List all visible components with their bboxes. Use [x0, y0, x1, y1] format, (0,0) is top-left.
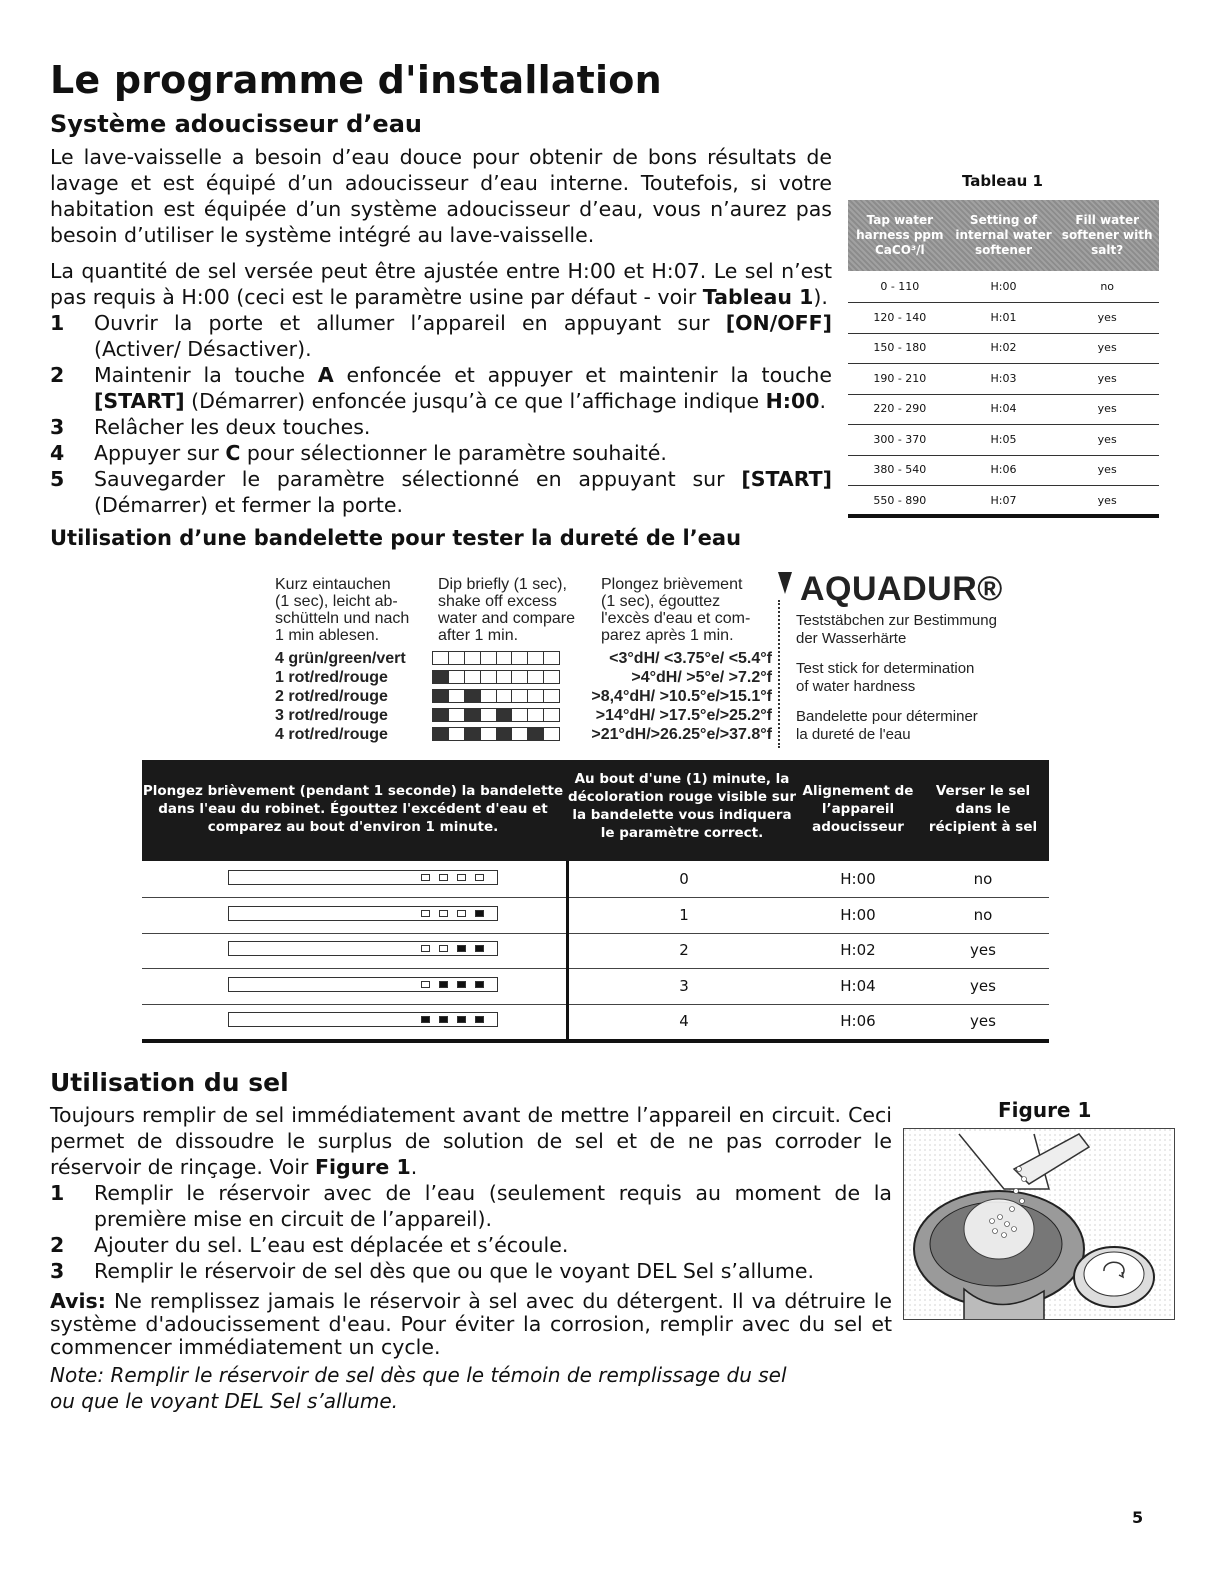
- tableau1-row: [848, 425, 1159, 456]
- strip-table-row: [142, 862, 1049, 898]
- step-text: .: [819, 389, 827, 413]
- strip-setting-cell: H:06: [840, 1012, 876, 1030]
- step-text: Maintenir la touche: [94, 363, 318, 387]
- aquadur-col-en: [438, 576, 575, 644]
- step-1: [50, 310, 832, 362]
- aquadur-strip-swatch: [432, 727, 560, 741]
- salt-cell: yes: [1097, 371, 1117, 385]
- avis-text: Ne remplissez jamais le réservoir à sel avec du détergent. Il va détruire le système d'adoucissement d'eau. Pour éviter la corrosion, remplir avec du sel et commencer immédiatement un cycle.: [50, 1289, 892, 1359]
- strip-table-row: [142, 933, 1049, 969]
- avis-paragraph: [50, 1290, 892, 1359]
- aquadur-text: parez après 1 min.: [601, 627, 734, 644]
- hardness-cell: 120 - 140: [873, 310, 927, 324]
- setting-cell: H:03: [990, 371, 1017, 385]
- strip-pad: [475, 910, 484, 917]
- step-number: 3: [50, 1259, 65, 1283]
- strip-setting-cell: H:00: [840, 905, 876, 924]
- strip-salt-cell: no: [973, 870, 993, 888]
- step-text: (Activer/ Désactiver).: [94, 337, 312, 361]
- strip-pad: [421, 874, 430, 881]
- strip-pad: [439, 1016, 448, 1023]
- hardness-cell: 550 - 890: [873, 493, 927, 507]
- salt-step-3: [50, 1258, 892, 1284]
- salt-cell: yes: [1097, 310, 1117, 324]
- strip-pad: [439, 945, 448, 952]
- salt-text-end: .: [410, 1155, 418, 1179]
- test-strip-swatch: [228, 977, 498, 992]
- strip-value-cell: 3: [679, 976, 689, 995]
- aquadur-color-label: 4 rot/red/rouge: [275, 726, 388, 743]
- step-number: 2: [50, 1233, 65, 1257]
- step-key: C: [225, 441, 241, 465]
- aquadur-hardness-value: >21°dH/>26.25°e/>37.8°f: [591, 726, 772, 743]
- strip-salt-cell: no: [973, 905, 993, 924]
- setting-cell: H:07: [990, 493, 1017, 507]
- test-strip-swatch: [228, 870, 498, 885]
- tableau1-row: [848, 272, 1159, 303]
- hardness-cell: 380 - 540: [873, 463, 927, 476]
- tableau1-header-hardness: Tap water harness ppm CaCO³/l: [856, 213, 944, 257]
- step-text: Remplir le réservoir de sel dès que ou que le voyant DEL Sel s’allume.: [94, 1259, 814, 1283]
- aquadur-text: Kurz eintauchen: [275, 576, 391, 593]
- aquadur-text: l'excès d'eau et com-: [601, 610, 751, 627]
- step-4: [50, 440, 832, 466]
- figure-ref: Figure 1: [315, 1155, 411, 1179]
- salt-setting-end: ).: [813, 285, 828, 309]
- section-heading-salt: Utilisation du sel: [50, 1068, 289, 1097]
- strip-pad: [421, 945, 430, 952]
- hardness-cell: 300 - 370: [873, 432, 927, 446]
- strip-header-instructions: Plongez brièvement (pendant 1 seconde) la bandelette dans l'eau du robinet. Égouttez l'excédent d'eau et comparez au bout d'environ 1 minute.: [142, 783, 564, 835]
- step-3: [50, 414, 832, 440]
- step-text: Ouvrir la porte et allumer l’appareil en appuyant sur: [94, 311, 726, 335]
- tableau1-header: [848, 200, 1159, 271]
- salt-funnel-illustration: [904, 1129, 1175, 1320]
- aquadur-color-label: 1 rot/red/rouge: [275, 669, 388, 686]
- aquadur-hardness-value: <3°dH/ <3.75°e/ <5.4°f: [609, 650, 772, 667]
- section-heading-test-strip: Utilisation d’une bandelette pour tester la dureté de l’eau: [50, 526, 742, 550]
- step-number: 3: [50, 415, 65, 439]
- aquadur-color-label: 2 rot/red/rouge: [275, 688, 388, 705]
- page-number: 5: [1132, 1508, 1144, 1527]
- aquadur-color-label: 3 rot/red/rouge: [275, 707, 388, 724]
- salt-setting-paragraph: [50, 258, 832, 310]
- note-text: Note: Remplir le réservoir de sel dès que le témoin de remplissage du sel ou que le voyant DEL Sel s’allume.: [50, 1363, 787, 1413]
- step-text: Remplir le réservoir avec de l’eau (seulement requis au moment de la première mise en circuit de l’appareil).: [94, 1181, 892, 1231]
- strip-table-divider: [566, 861, 569, 1041]
- aquadur-text: (1 sec), égouttez: [601, 593, 721, 610]
- aquadur-text: after 1 min.: [438, 627, 519, 644]
- aquadur-hardness-value: >4°dH/ >5°e/ >7.2°f: [631, 669, 772, 686]
- strip-value-cell: 1: [679, 905, 689, 924]
- aquadur-desc-line: Bandelette pour déterminer: [796, 708, 978, 725]
- salt-text: Toujours remplir de sel immédiatement avant de mettre l’appareil en circuit. Ceci permet de dissoudre le surplus de solution de sel et de ne pas corroder le réservoir de rinçage. Voir: [50, 1103, 892, 1179]
- strip-pad: [457, 910, 466, 917]
- salt-cell: yes: [1097, 493, 1117, 507]
- aquadur-hardness-value: >8,4°dH/ >10.5°e/>15.1°f: [591, 688, 772, 705]
- salt-cell: yes: [1097, 463, 1117, 476]
- aquadur-logo: AQUADUR®: [800, 570, 1003, 608]
- aquadur-hardness-value: >14°dH/ >17.5°e/>25.2°f: [595, 707, 772, 724]
- tableau1-row: [848, 455, 1159, 486]
- page-title: Le programme d'installation: [50, 58, 662, 102]
- step-text: (Démarrer) et fermer la porte.: [94, 493, 404, 517]
- figure-salt-funnel: [903, 1128, 1175, 1320]
- tableau1-header-setting: Setting of internal water softener: [955, 213, 1052, 257]
- aquadur-color-label: 4 grün/green/vert: [275, 650, 406, 667]
- strip-pad: [457, 874, 466, 881]
- strip-pad: [439, 981, 448, 988]
- step-key: [START]: [94, 389, 185, 413]
- strip-table-row: [142, 898, 1049, 934]
- test-strip-swatch: [228, 906, 498, 921]
- aquadur-strip-swatch: [432, 708, 560, 722]
- strip-pad: [439, 910, 448, 917]
- step-text: enfoncée et appuyer et maintenir la touche: [333, 363, 832, 387]
- aquadur-col-fr: [601, 576, 750, 644]
- step-text: (Démarrer) enfoncée jusqu’à ce que l’affichage indique: [184, 389, 766, 413]
- salt-cell: yes: [1097, 402, 1117, 415]
- strip-pad: [421, 981, 430, 988]
- salt-cell: yes: [1097, 341, 1117, 354]
- tableau-ref: Tableau 1: [702, 285, 814, 309]
- strip-setting-cell: H:02: [840, 941, 876, 959]
- aquadur-text: 1 min ablesen.: [275, 627, 380, 644]
- salt-cell: yes: [1097, 432, 1117, 446]
- step-key: A: [317, 363, 334, 387]
- salt-step-2: [50, 1232, 892, 1258]
- strip-setting-cell: H:00: [840, 870, 876, 888]
- step-text: Ajouter du sel. L’eau est déplacée et s’écoule.: [94, 1233, 569, 1257]
- aquadur-text: Plongez brièvement: [601, 576, 743, 593]
- test-strip-swatch: [228, 941, 498, 956]
- step-key: [START]: [741, 467, 832, 491]
- salt-paragraph: [50, 1102, 892, 1180]
- aquadur-text: Dip briefly (1 sec),: [438, 576, 567, 593]
- strip-pad: [457, 981, 466, 988]
- step-text: Sauvegarder le paramètre sélectionné en appuyant sur: [94, 467, 742, 491]
- strip-salt-cell: yes: [970, 976, 996, 995]
- aquadur-text: (1 sec), leicht ab-: [275, 593, 398, 610]
- strip-salt-cell: yes: [970, 1012, 996, 1030]
- aquadur-strip-swatch: [432, 689, 560, 703]
- tableau1-bottom-rule: [848, 514, 1159, 518]
- step-number: 1: [50, 311, 65, 335]
- hardness-cell: 0 - 110: [880, 280, 920, 293]
- salt-cell: no: [1100, 280, 1115, 293]
- setting-cell: H:04: [990, 402, 1017, 415]
- step-text: Relâcher les deux touches.: [94, 415, 371, 439]
- aquadur-text: water and compare: [438, 610, 575, 627]
- test-strip-swatch: [228, 1012, 498, 1027]
- tableau1-row: [848, 333, 1159, 364]
- step-number: 5: [50, 467, 65, 491]
- setting-cell: H:01: [990, 310, 1017, 324]
- strip-pad: [475, 945, 484, 952]
- tableau1-header-salt: Fill water softener with salt?: [1061, 213, 1153, 257]
- aquadur-desc-line: of water hardness: [796, 678, 916, 695]
- salt-step-1: [50, 1180, 892, 1232]
- figure-caption: Figure 1: [998, 1098, 1092, 1122]
- intro-paragraph: Le lave-vaisselle a besoin d’eau douce pour obtenir de bons résultats de lavage et est équipé d’un adoucisseur d’eau interne. Toutefois, si votre habitation est équipée d’un système adoucisseur d’eau, vous n’aurez pas besoin d’utiliser le système intégré au lave-vaisselle.: [50, 145, 832, 247]
- hardness-cell: 150 - 180: [873, 341, 927, 354]
- strip-header-result: Au bout d'une (1) minute, la décoloration rouge visible sur la bandelette vous indiquera le paramètre correct.: [567, 771, 797, 841]
- strip-pad: [457, 1016, 466, 1023]
- tableau1-row: [848, 394, 1159, 425]
- setting-cell: H:05: [990, 432, 1017, 446]
- step-number: 4: [50, 441, 65, 465]
- strip-pad: [457, 945, 466, 952]
- strip-pad: [421, 1016, 430, 1023]
- hardness-cell: 220 - 290: [873, 402, 927, 415]
- aquadur-divider: [778, 600, 782, 748]
- step-key: [ON/OFF]: [725, 311, 832, 335]
- step-key: H:00: [765, 389, 820, 413]
- strip-setting-cell: H:04: [840, 976, 876, 995]
- strip-header-setting: Alignement de l’appareil adoucisseur: [802, 783, 914, 835]
- strip-pad: [475, 981, 484, 988]
- aquadur-desc-line: Teststäbchen zur Bestimmung: [796, 612, 997, 629]
- hardness-cell: 190 - 210: [873, 371, 927, 385]
- strip-pad: [475, 874, 484, 881]
- strip-table-row: [142, 969, 1049, 1005]
- tableau1-row: [848, 486, 1159, 517]
- aquadur-drop-icon: [778, 572, 792, 594]
- step-text: pour sélectionner le paramètre souhaité.: [240, 441, 667, 465]
- step-number: 1: [50, 1181, 65, 1205]
- step-2: [50, 362, 832, 414]
- strip-pad: [439, 874, 448, 881]
- strip-value-cell: 0: [679, 870, 689, 888]
- aquadur-text: schütteln und nach: [275, 610, 410, 627]
- strip-value-cell: 2: [679, 941, 689, 959]
- aquadur-col-de: [275, 576, 409, 644]
- strip-pad: [421, 910, 430, 917]
- step-5: [50, 466, 832, 518]
- step-text: Appuyer sur: [94, 441, 226, 465]
- tableau1-row: [848, 303, 1159, 334]
- salt-setting-text: La quantité de sel versée peut être ajustée entre H:00 et H:07. Le sel n’est pas requis à H:00 (ceci est le paramètre usine par défaut - voir: [50, 259, 832, 309]
- section-heading-water-softener: Système adoucisseur d’eau: [50, 110, 422, 138]
- strip-salt-cell: yes: [970, 941, 996, 959]
- step-number: 2: [50, 363, 65, 387]
- setting-cell: H:02: [990, 341, 1017, 354]
- strip-pad: [475, 1016, 484, 1023]
- aquadur-strip-swatch: [432, 670, 560, 684]
- strip-header-salt: Verser le sel dans le récipient à sel: [928, 783, 1038, 835]
- strip-table-bottom-rule: [142, 1039, 1049, 1043]
- setting-cell: H:00: [990, 280, 1017, 293]
- avis-label: Avis:: [50, 1289, 106, 1313]
- aquadur-description: [796, 612, 997, 744]
- strip-value-cell: 4: [679, 1012, 689, 1030]
- tableau1-row: [848, 364, 1159, 395]
- strip-table-header: [142, 760, 1049, 861]
- aquadur-text: shake off excess: [438, 593, 557, 610]
- aquadur-desc-line: der Wasserhärte: [796, 630, 907, 647]
- setting-cell: H:06: [990, 463, 1017, 476]
- aquadur-strip-swatch: [432, 651, 560, 665]
- strip-table-row: [142, 1004, 1049, 1040]
- aquadur-desc-line: la dureté de l'eau: [796, 726, 911, 743]
- tableau1-caption: Tableau 1: [962, 172, 1043, 190]
- aquadur-desc-line: Test stick for determination: [796, 660, 975, 677]
